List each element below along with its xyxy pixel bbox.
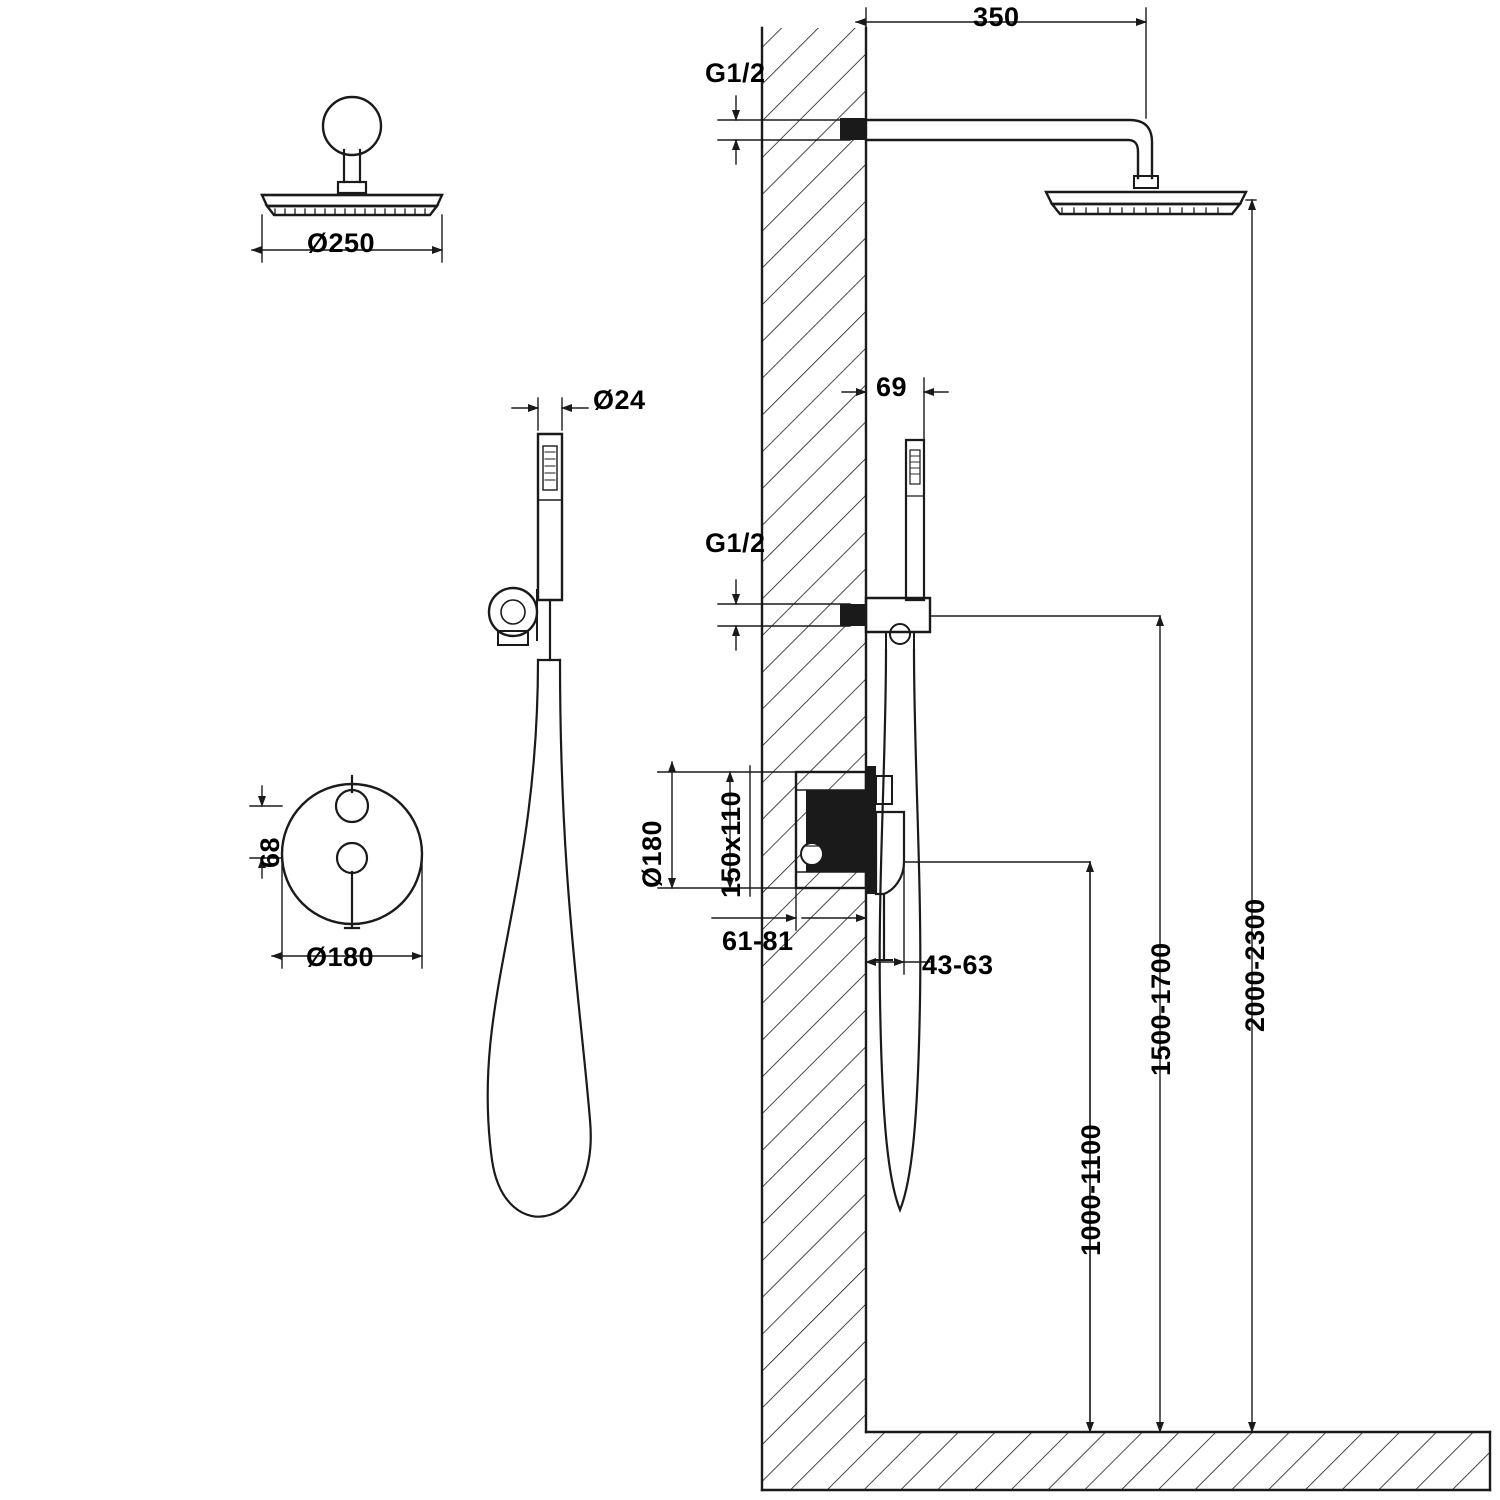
wall-section-installation-view [658, 8, 1256, 1432]
dimension-arm-projection: 350 [973, 2, 1020, 32]
dimension-rough-in-depth: 61-81 [722, 926, 794, 956]
dimension-body-diameter-section: Ø180 [637, 819, 667, 888]
hand-shower-front-view [488, 398, 591, 1217]
dimension-rain-head-diameter: Ø250 [307, 228, 376, 258]
dimension-mid-inlet-thread: G1/2 [705, 528, 766, 558]
dimension-rain-head-height: 2000-2300 [1240, 898, 1270, 1032]
wall-hatch-region [762, 28, 1490, 1490]
dimension-mixer-height: 1500-1700 [1146, 942, 1176, 1076]
mixer-trim-front-view [250, 776, 422, 968]
dimension-hand-shower-outlet-offset: 69 [876, 372, 908, 402]
dimension-outlet-projection: 43-63 [922, 950, 994, 980]
dimension-hand-shower-height: 1000-1100 [1076, 1123, 1106, 1256]
dimension-hand-shower-diameter: Ø24 [593, 385, 646, 415]
dimension-top-inlet-thread: G1/2 [705, 58, 766, 88]
dimension-rough-in-box: 150x110 [716, 790, 746, 898]
dimension-trim-plate-diameter: Ø180 [306, 942, 375, 972]
dimension-handle-spacing: 68 [255, 836, 285, 868]
